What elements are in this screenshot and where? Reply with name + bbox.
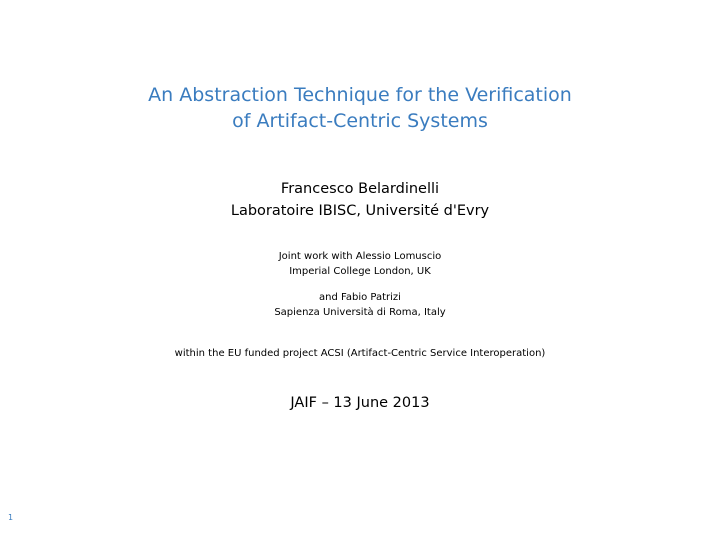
author-affiliation: Laboratoire IBISC, Université d'Evry <box>230 203 490 219</box>
slide-title <box>0 82 720 134</box>
event-date: JAIF – 13 June 2013 <box>290 395 430 411</box>
slide-title-line2: of Artifact-Centric Systems <box>232 110 488 132</box>
collaborator-line3: and Fabio Patrizi <box>319 292 401 303</box>
slide-title-line1: An Abstraction Technique for the Verification <box>148 84 572 106</box>
project-note: within the EU funded project ACSI (Artifact-Centric Service Interoperation) <box>174 348 546 359</box>
author-block <box>0 178 720 222</box>
collaborator-line4: Sapienza Università di Roma, Italy <box>274 306 446 318</box>
collaborator-block-2 <box>0 291 720 320</box>
collaborator-line1: Joint work with Alessio Lomuscio <box>278 251 442 262</box>
page-number: 1 <box>8 513 14 522</box>
collaborator-line2: Imperial College London, UK <box>289 265 431 277</box>
author-name: Francesco Belardinelli <box>280 181 440 197</box>
collaborator-block-1 <box>0 250 720 279</box>
